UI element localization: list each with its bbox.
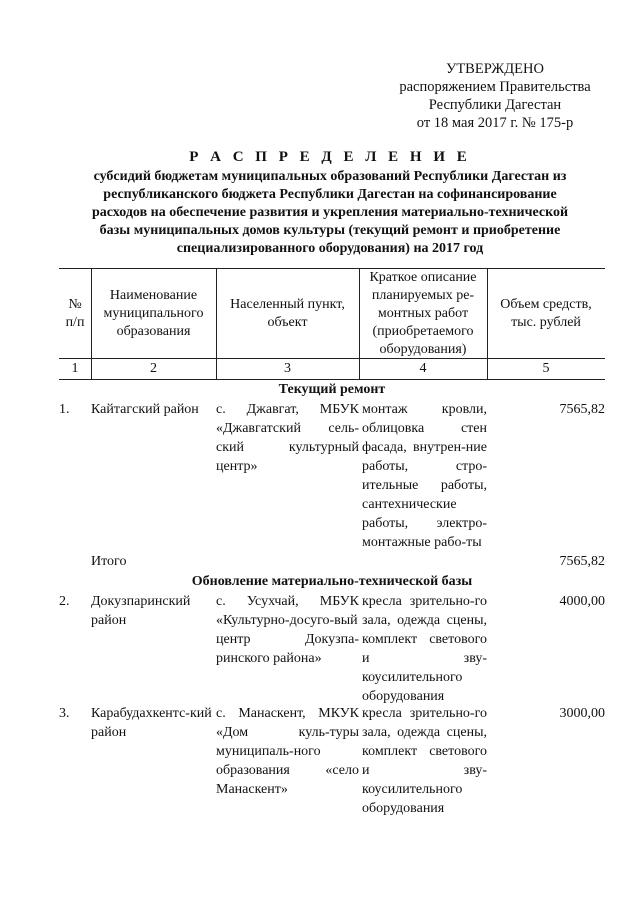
row-municipality: Кайтагский район xyxy=(91,402,199,417)
column-number: 4 xyxy=(419,361,427,376)
column-divider xyxy=(487,269,488,358)
total-row xyxy=(59,552,605,572)
column-divider xyxy=(359,269,360,358)
header-number: № п/п xyxy=(65,296,85,330)
row-description: кресла зрительно-го зала, одежда сцены, комплект светового и зву-коусилительного оборудования xyxy=(362,706,487,816)
subtitle-line: специализированного оборудования) на 2017 год xyxy=(176,241,484,256)
column-divider xyxy=(91,359,92,379)
column-number: 1 xyxy=(71,361,79,376)
header-place: Населенный пункт, объект xyxy=(230,296,345,330)
total-label: Итого xyxy=(91,554,127,569)
header-municipality: Наименование муниципального образования xyxy=(103,287,204,339)
column-divider xyxy=(216,359,217,379)
document-title: Р А С П Р Е Д Е Л Е Н И Е xyxy=(189,149,471,165)
row-description: монтаж кровли, облицовка стен фасада, внутрен-ние работы, стро-ительные работы, сантехнические работы, электро-монтажные рабо-ты xyxy=(362,402,487,550)
row-place: с. Манаскент, МКУК «Дом куль-туры муниципаль-ного образования «село Манаскент» xyxy=(216,706,359,797)
header-description: Краткое описание планируемых ре- монтных работ (приобретаемого оборудования) xyxy=(369,269,477,357)
column-numbers-row xyxy=(59,359,605,380)
approval-title: УТВЕРЖДЕНО xyxy=(446,61,544,77)
table-row xyxy=(59,400,605,552)
document-subtitle xyxy=(60,168,600,258)
row-number: 3. xyxy=(59,706,70,721)
row-description: кресла зрительно-го зала, одежда сцены, комплект светового и зву-коусилительного оборудования xyxy=(362,594,487,704)
section-title: Текущий ремонт xyxy=(278,382,386,397)
subtitle-line: республиканского бюджета Республики Дагестан на софинансирование xyxy=(103,187,557,202)
row-number: 2. xyxy=(59,594,70,609)
row-municipality: Карабудахкентс-кий район xyxy=(91,706,212,740)
approval-line: Республики Дагестан xyxy=(428,97,562,113)
row-amount: 4000,00 xyxy=(559,594,605,609)
column-divider xyxy=(91,269,92,358)
row-place: с. Усухчай, МБУК «Культурно-досуго-вый центр Докузпа-ринского района» xyxy=(216,594,359,666)
approval-stamp xyxy=(385,60,605,132)
subtitle-line: субсидий бюджетам муниципальных образований Республики Дагестан из xyxy=(93,169,567,184)
header-amount: Объем средств, тыс. рублей xyxy=(500,296,592,330)
column-number: 2 xyxy=(150,361,157,376)
row-amount: 7565,82 xyxy=(559,402,605,417)
distribution-table xyxy=(59,268,605,814)
column-divider xyxy=(216,269,217,358)
table-header xyxy=(59,268,605,359)
subtitle-line: базы муниципальных домов культуры (текущий ремонт и приобретение xyxy=(99,223,561,238)
document-heading xyxy=(60,148,600,258)
row-place: с. Джавгат, МБУК «Джавгатский сель-ский культурный центр» xyxy=(216,402,359,474)
column-divider xyxy=(359,359,360,379)
subtitle-line: расходов на обеспечение развития и укрепления материально-технической xyxy=(91,205,569,220)
table-row xyxy=(59,592,605,704)
approval-line: распоряжением Правительства xyxy=(399,79,591,95)
column-number: 5 xyxy=(542,361,550,376)
row-municipality: Докузпаринский район xyxy=(91,594,191,628)
row-number: 1. xyxy=(59,402,70,417)
column-divider xyxy=(487,359,488,379)
approval-date: от 18 мая 2017 г. № 175-р xyxy=(416,115,574,131)
row-amount: 3000,00 xyxy=(559,706,605,721)
table-row xyxy=(59,704,605,814)
section-title: Обновление материально-технической базы xyxy=(191,574,473,589)
total-amount: 7565,82 xyxy=(559,554,605,569)
column-number: 3 xyxy=(284,361,291,376)
